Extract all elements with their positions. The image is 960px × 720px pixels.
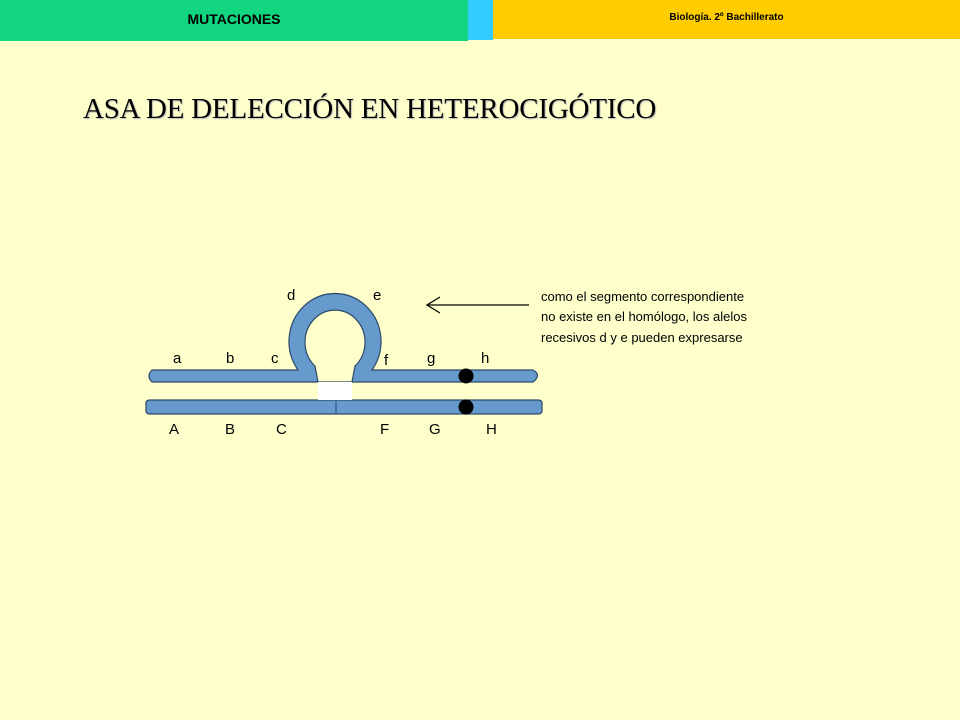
loop-gap (318, 382, 352, 400)
lower-chromosome (146, 400, 542, 414)
allele-label-b: b (226, 350, 235, 367)
note-line-2: no existe en el homólogo, los alelos (541, 309, 747, 324)
allele-label-A: A (169, 421, 180, 438)
note-line-1: como el segmento correspondiente (541, 289, 745, 304)
header-topic-text: MUTACIONES (187, 10, 281, 27)
centromere-dot-icon (459, 369, 474, 384)
left-arrow-icon (427, 297, 529, 313)
note-line-3: recesivos d y e pueden expresarse (541, 330, 743, 345)
header-course-text: Biología. 2º Bachillerato (669, 12, 784, 23)
allele-label-e: e (373, 287, 382, 304)
allele-label-B: B (225, 421, 236, 438)
upper-chromosome-with-loop (149, 293, 538, 382)
allele-label-a: a (173, 350, 182, 367)
allele-label-h: h (481, 350, 490, 367)
slide-title: ASA DE DELECCIÓN EN HETEROCIGÓTICO (83, 93, 657, 125)
allele-label-G: G (429, 421, 441, 438)
allele-label-H: H (486, 421, 497, 438)
allele-label-F: F (380, 421, 390, 438)
allele-label-c: c (271, 350, 279, 367)
allele-label-g: g (427, 350, 436, 367)
allele-label-f: f (384, 352, 389, 369)
allele-label-d: d (287, 287, 296, 304)
allele-label-C: C (276, 421, 287, 438)
centromere-dot-icon (459, 400, 474, 415)
